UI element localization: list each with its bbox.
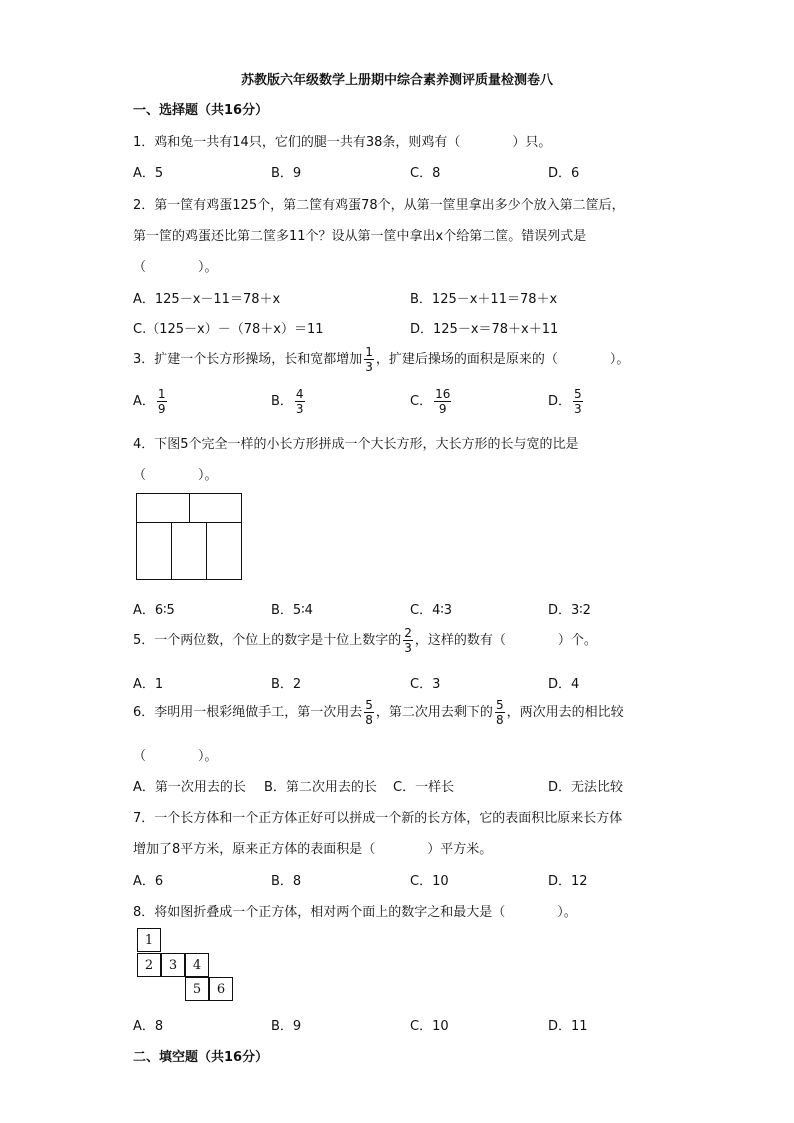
- q6-fraction-2: [495, 699, 505, 726]
- q6-fraction-1-denominator: 8: [365, 713, 373, 727]
- question-2-line2: 第一筐的鸡蛋还比第二筐多11个？设从第一筐中拿出x个给第二筐。错误列式是: [133, 229, 587, 244]
- q1-option-c: C．8: [410, 166, 441, 181]
- q5-fraction-numerator: 2: [404, 626, 412, 640]
- q3-option-b-numerator: 4: [295, 387, 304, 401]
- q5-option-c: C．3: [410, 677, 441, 692]
- top-vertical-divider: [189, 493, 190, 523]
- q2-option-a: A．125－x－11＝78＋x: [133, 292, 281, 307]
- q5-option-a: A．1: [133, 677, 164, 692]
- q3-option-b: [271, 388, 307, 415]
- net-cell-4: 4: [185, 953, 209, 977]
- q4-option-d: D．3∶2: [548, 603, 591, 618]
- q3-option-c-numerator: 16: [435, 387, 451, 401]
- question-7-line2: 增加了8平方米，原来正方体的表面积是（ ）平方米。: [133, 842, 493, 857]
- q4-option-b: B．5∶4: [271, 603, 313, 618]
- q1-option-b: B．9: [271, 166, 302, 181]
- q6-option-c: C．一样长: [393, 780, 455, 795]
- q4-option-a: A．6∶5: [133, 603, 175, 618]
- q7-option-b: B．8: [271, 874, 302, 889]
- q3-option-a: [133, 388, 169, 415]
- q6-option-d: D．无法比较: [548, 780, 624, 795]
- q5-text-post: ，这样的数有（ ）个。: [414, 633, 597, 648]
- q3-option-d-numerator: 5: [574, 387, 582, 401]
- question-3-stem: [133, 346, 629, 373]
- q3-text-pre: 3．扩建一个长方形操场，长和宽都增加: [133, 352, 363, 367]
- question-2-line3: （ ）。: [133, 260, 218, 275]
- q8-option-b: B．9: [271, 1019, 302, 1034]
- q3-fraction: [364, 346, 374, 373]
- q6-fraction-2-denominator: 8: [495, 713, 504, 727]
- page-title: 苏教版六年级数学上册期中综合素养测评质量检测卷八: [240, 73, 553, 88]
- question-4-line2: （ ）。: [133, 468, 218, 483]
- question-4-line1: 4．下图5个完全一样的小长方形拼成一个大长方形，大长方形的长与宽的比是: [133, 437, 579, 452]
- q7-option-a: A．6: [133, 874, 164, 889]
- bottom-divider-left: [171, 522, 172, 580]
- q2-option-d: D．125－x＝78＋x＋11: [410, 322, 559, 337]
- net-cell-1: 1: [137, 928, 161, 952]
- q5-text-pre: 5．一个两位数，个位上的数字是十位上数字的: [133, 633, 402, 648]
- section-heading-fill: 二、填空题（共16分）: [133, 1050, 269, 1065]
- q3-option-a-denominator: 9: [157, 402, 166, 416]
- q3-option-a-label: A．: [133, 394, 155, 409]
- q2-option-c: C.（125－x）－（78＋x）＝11: [133, 322, 324, 337]
- net-cell-6: 6: [209, 977, 233, 1001]
- q7-option-c: C．10: [410, 874, 449, 889]
- q3-option-d-fraction: [573, 388, 583, 415]
- question-5-stem: [133, 627, 597, 654]
- question-6-line2: （ ）。: [133, 749, 218, 764]
- q8-option-d: D．11: [548, 1019, 588, 1034]
- question-8-stem: 8．将如图折叠成一个正方体，相对两个面上的数字之和最大是（ ）。: [133, 905, 577, 920]
- q3-option-a-fraction: [157, 388, 167, 415]
- question-1-stem: 1．鸡和兔一共有14只，它们的腿一共有38条，则鸡有（ ）只。: [133, 135, 552, 150]
- q3-option-c-fraction: [434, 388, 451, 415]
- q3-fraction-numerator: 1: [365, 345, 373, 359]
- q8-option-c: C．10: [410, 1019, 449, 1034]
- q3-option-d: [548, 388, 585, 415]
- q6-option-b: B．第二次用去的长: [264, 780, 377, 795]
- net-cell-3: 3: [161, 953, 185, 977]
- q3-text-post: ，扩建后操场的面积是原来的（ ）。: [375, 352, 630, 367]
- question-2-line1: 2．第一筐有鸡蛋125个，第二筐有鸡蛋78个，从第一筐里拿出多少个放入第二筐后，: [133, 198, 625, 213]
- question-7-line1: 7．一个长方体和一个正方体正好可以拼成一个新的长方体，它的表面积比原来长方体: [133, 811, 623, 826]
- q3-option-a-numerator: 1: [157, 387, 166, 401]
- q5-fraction-denominator: 3: [404, 641, 412, 655]
- q1-option-a: A．5: [133, 166, 164, 181]
- net-cell-2: 2: [137, 953, 161, 977]
- q6-fraction-1: [364, 699, 374, 726]
- q5-option-b: B．2: [271, 677, 302, 692]
- net-cell-5: 5: [185, 977, 209, 1001]
- q3-option-b-fraction: [295, 388, 305, 415]
- q3-option-d-label: D．: [548, 394, 572, 409]
- q6-text-mid: ，第二次用去剩下的: [375, 705, 493, 720]
- q3-option-c-denominator: 9: [438, 402, 447, 416]
- q1-option-d: D．6: [548, 166, 580, 181]
- bottom-divider-right: [206, 522, 207, 580]
- q3-option-b-label: B．: [271, 394, 293, 409]
- q3-fraction-denominator: 3: [365, 360, 373, 374]
- q2-option-b: B．125－x＋11＝78＋x: [410, 292, 558, 307]
- q6-text-pre: 6．李明用一根彩绳做手工，第一次用去: [133, 705, 363, 720]
- q6-option-a: A．第一次用去的长: [133, 780, 246, 795]
- q6-fraction-1-numerator: 5: [365, 698, 373, 712]
- q4-option-c: C．4∶3: [410, 603, 453, 618]
- q6-fraction-2-numerator: 5: [495, 698, 504, 712]
- section-heading-choice: 一、选择题（共16分）: [133, 103, 269, 118]
- q8-option-a: A．8: [133, 1019, 164, 1034]
- q6-text-post: ，两次用去的相比较: [506, 705, 624, 720]
- q3-option-d-denominator: 3: [574, 402, 582, 416]
- q3-option-c: [410, 388, 453, 415]
- question-6-line1: [133, 699, 624, 726]
- q3-option-c-label: C．: [410, 394, 433, 409]
- q5-option-d: D．4: [548, 677, 580, 692]
- q5-fraction: [403, 627, 413, 654]
- q7-option-d: D．12: [548, 874, 588, 889]
- q3-option-b-denominator: 3: [295, 402, 304, 416]
